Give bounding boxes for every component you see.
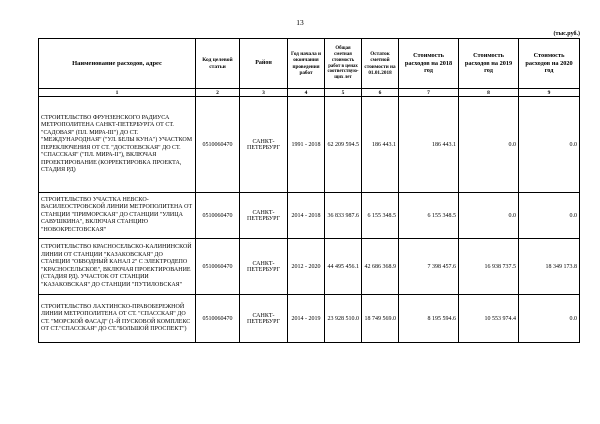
- total-estimate: 23 928 510.0: [325, 295, 362, 343]
- expense-name: СТРОИТЕЛЬСТВО УЧАСТКА НЕВСКО-ВАСИЛЕОСТРОВСКОЙ ЛИНИИ МЕТРОПОЛИТЕНА ОТ СТАНЦИИ "ПРИМОРСКАЯ" ДО СТАНЦИИ "УЛИЦА САВУШКИНА", ВКЛЮЧАЯ СТАНЦИЮ "НОВОКРЕСТОВСКАЯ": [39, 193, 196, 239]
- page-number: 13: [296, 18, 304, 27]
- estimate-remainder: 42 686 368.9: [362, 239, 399, 295]
- work-years: 1991 - 2018: [288, 97, 325, 193]
- expense-name: СТРОИТЕЛЬСТВО ФРУНЗЕНСКОГО РАДИУСА МЕТРОПОЛИТЕНА САНКТ-ПЕТЕРБУРГА ОТ СТ. "САДОВАЯ" (ПЛ. МИРА-III") ДО СТ. "МЕЖДУНАРОДНАЯ" ("УЛ. БЕЛЫ КУНА") УЧАСТКОМ ПЕРЕКЛЮЧЕНИЯ ОТ СТ. "ДОСТОЕВСКАЯ" ДО СТ. "СПАССКАЯ" ("ПЛ. МИРА-II"), ВКЛЮЧАЯ ПРОЕКТИРОВАНИЕ (КОРРЕКТИРОВКА ПРОЕКТА, СТАДИЯ РД): [39, 97, 196, 193]
- header-years: Год начала и окончания проведения работ: [288, 39, 325, 89]
- total-estimate: 36 833 987.6: [325, 193, 362, 239]
- estimate-remainder: 18 749 569.0: [362, 295, 399, 343]
- total-estimate: 62 209 594.5: [325, 97, 362, 193]
- header-estimate: Общая сметная стоимость работ в ценах соответствую-щих лет: [325, 39, 362, 89]
- header-row: [39, 39, 580, 89]
- expense-name: СТРОИТЕЛЬСТВО КРАСНОСЕЛЬСКО-КАЛИНИНСКОЙ ЛИНИИ ОТ СТАНЦИИ "КАЗАКОВСКАЯ" ДО СТАНЦИИ "ОБВОДНЫЙ КАНАЛ 2" С ЭЛЕКТРОДЕПО "КРАСНОСЕЛЬСКОЕ", ВКЛЮЧАЯ ПРОЕКТИРОВАНИЕ (СТАДИЯ РД). УЧАСТОК ОТ СТАНЦИИ "КАЗАКОВСКАЯ" ДО СТАНЦИИ "ПУТИЛОВСКАЯ": [39, 239, 196, 295]
- work-years: 2012 - 2020: [288, 239, 325, 295]
- work-years: 2014 - 2019: [288, 295, 325, 343]
- cost-2019: 0.0: [459, 97, 519, 193]
- district: САНКТ-ПЕТЕРБУРГ: [240, 239, 288, 295]
- work-years: 2014 - 2018: [288, 193, 325, 239]
- district: САНКТ-ПЕТЕРБУРГ: [240, 193, 288, 239]
- column-number: 4: [288, 89, 325, 97]
- units-label: (тыс.руб.): [553, 31, 580, 37]
- table-row: [39, 193, 580, 239]
- cost-2020: 0.0: [519, 295, 580, 343]
- estimate-remainder: 6 155 348.5: [362, 193, 399, 239]
- column-number: 7: [399, 89, 459, 97]
- cost-2019: 16 938 737.5: [459, 239, 519, 295]
- district: САНКТ-ПЕТЕРБУРГ: [240, 295, 288, 343]
- cost-2018: 6 155 348.5: [399, 193, 459, 239]
- header-area: Район: [240, 39, 288, 89]
- cost-2020: 0.0: [519, 193, 580, 239]
- estimate-remainder: 186 443.1: [362, 97, 399, 193]
- cost-2018: 8 195 594.6: [399, 295, 459, 343]
- expense-name: СТРОИТЕЛЬСТВО ЛАХТИНСКО-ПРАВОБЕРЕЖНОЙ ЛИНИИ МЕТРОПОЛИТЕНА ОТ СТ. "СПАССКАЯ" ДО СТ. "МОРСКОЙ ФАСАД" (1-Й ПУСКОВОЙ КОМПЛЕКС ОТ СТ."СПАССКАЯ" ДО СТ."БОЛЬШОЙ ПРОСПЕКТ"): [39, 295, 196, 343]
- cost-2018: 7 398 457.6: [399, 239, 459, 295]
- header-cost-2018: Стоимость расходов на 2018 год: [399, 39, 459, 89]
- table-row: [39, 97, 580, 193]
- cost-2019: 0.0: [459, 193, 519, 239]
- table-row: [39, 239, 580, 295]
- cost-2019: 10 553 974.4: [459, 295, 519, 343]
- column-number: 2: [196, 89, 240, 97]
- header-name: Наименование расходов, адрес: [39, 39, 196, 89]
- table-row: [39, 295, 580, 343]
- cost-2020: 18 349 173.8: [519, 239, 580, 295]
- cost-2020: 0.0: [519, 97, 580, 193]
- target-code: 0510060470: [196, 295, 240, 343]
- budget-table: [38, 38, 580, 343]
- cost-2018: 186 443.1: [399, 97, 459, 193]
- column-number: 3: [240, 89, 288, 97]
- target-code: 0510060470: [196, 193, 240, 239]
- header-remainder: Остаток сметной стоимости на 01.01.2018: [362, 39, 399, 89]
- column-number: 8: [459, 89, 519, 97]
- total-estimate: 44 495 456.1: [325, 239, 362, 295]
- header-code: Код целевой статьи: [196, 39, 240, 89]
- target-code: 0510060470: [196, 97, 240, 193]
- header-cost-2019: Стоимость расходов на 2019 год: [459, 39, 519, 89]
- column-number: 6: [362, 89, 399, 97]
- column-number: 1: [39, 89, 196, 97]
- column-number-row: [39, 89, 580, 97]
- district: САНКТ-ПЕТЕРБУРГ: [240, 97, 288, 193]
- header-cost-2020: Стоимость расходов на 2020 год: [519, 39, 580, 89]
- column-number: 5: [325, 89, 362, 97]
- column-number: 9: [519, 89, 580, 97]
- target-code: 0510060470: [196, 239, 240, 295]
